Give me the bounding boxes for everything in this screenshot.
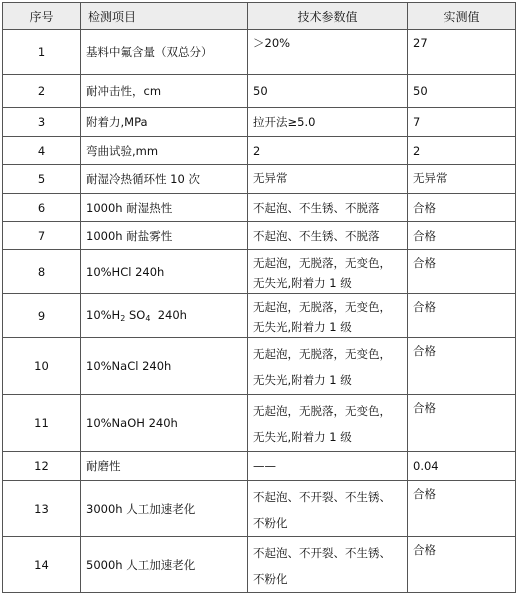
- table-row: [3, 222, 516, 250]
- row-item: 5000h 人工加速老化: [81, 537, 248, 593]
- row-spec: ——: [248, 452, 408, 481]
- table-row: [3, 30, 516, 75]
- row-item: 弯曲试验,mm: [81, 137, 248, 165]
- row-item: 10%NaOH 240h: [81, 395, 248, 452]
- table-row: [3, 75, 516, 108]
- row-spec: 无起泡，无脱落，无变色， 无失光,附着力 1 级: [248, 395, 408, 452]
- row-measured: 50: [408, 75, 516, 108]
- header-item: 检测项目: [81, 3, 248, 30]
- row-measured: 合格: [408, 395, 516, 452]
- row-measured: 合格: [408, 222, 516, 250]
- row-no: 9: [3, 294, 81, 338]
- row-item: 耐磨性: [81, 452, 248, 481]
- test-results-table: [2, 2, 516, 593]
- row-spec: 无起泡，无脱落，无变色， 无失光,附着力 1 级: [248, 338, 408, 395]
- row-measured: 合格: [408, 250, 516, 294]
- row-spec: 不起泡、不生锈、不脱落: [248, 222, 408, 250]
- row-item: 基料中氟含量（双总分）: [81, 30, 248, 75]
- row-measured: 0.04: [408, 452, 516, 481]
- row-measured: 合格: [408, 194, 516, 222]
- row-no: 5: [3, 165, 81, 194]
- row-no: 6: [3, 194, 81, 222]
- row-spec: ＞20%: [248, 30, 408, 75]
- table-row: [3, 137, 516, 165]
- row-spec: 不起泡、不开裂、不生锈、 不粉化: [248, 481, 408, 537]
- row-spec: 无异常: [248, 165, 408, 194]
- row-no: 2: [3, 75, 81, 108]
- row-no: 7: [3, 222, 81, 250]
- table-row: [3, 250, 516, 294]
- row-no: 10: [3, 338, 81, 395]
- row-no: 13: [3, 481, 81, 537]
- header-row: [3, 3, 516, 30]
- row-no: 14: [3, 537, 81, 593]
- table-row: [3, 537, 516, 593]
- table-row: [3, 452, 516, 481]
- row-spec: 2: [248, 137, 408, 165]
- row-spec: 不起泡、不生锈、不脱落: [248, 194, 408, 222]
- row-item: 耐冲击性，cm: [81, 75, 248, 108]
- table-row: [3, 165, 516, 194]
- row-measured: 2: [408, 137, 516, 165]
- row-item: 附着力,MPa: [81, 108, 248, 137]
- header-measured: 实测值: [408, 3, 516, 30]
- row-item: 1000h 耐盐雾性: [81, 222, 248, 250]
- row-spec: 50: [248, 75, 408, 108]
- row-no: 12: [3, 452, 81, 481]
- row-spec: 拉开法≥5.0: [248, 108, 408, 137]
- row-measured: 7: [408, 108, 516, 137]
- table-row: [3, 481, 516, 537]
- row-item: 3000h 人工加速老化: [81, 481, 248, 537]
- header-spec: 技术参数值: [248, 3, 408, 30]
- row-spec: 不起泡、不开裂、不生锈、 不粉化: [248, 537, 408, 593]
- header-no: 序号: [3, 3, 81, 30]
- row-measured: 合格: [408, 481, 516, 537]
- table-row: [3, 194, 516, 222]
- row-measured: 27: [408, 30, 516, 75]
- row-no: 1: [3, 30, 81, 75]
- row-item: 1000h 耐湿热性: [81, 194, 248, 222]
- row-item: $10\%H_2$ $SO_4$ 240h: [81, 294, 248, 338]
- row-item: 耐湿冷热循环性 10 次: [81, 165, 248, 194]
- row-spec: 无起泡，无脱落，无变色， 无失光,附着力 1 级: [248, 294, 408, 338]
- row-spec: 无起泡，无脱落，无变色， 无失光,附着力 1 级: [248, 250, 408, 294]
- row-no: 8: [3, 250, 81, 294]
- row-measured: 合格: [408, 537, 516, 593]
- row-item: 10%NaCl 240h: [81, 338, 248, 395]
- table-row: [3, 108, 516, 137]
- row-measured: 无异常: [408, 165, 516, 194]
- row-no: 3: [3, 108, 81, 137]
- row-no: 11: [3, 395, 81, 452]
- row-item: 10%HCl 240h: [81, 250, 248, 294]
- table-row: [3, 395, 516, 452]
- row-measured: 合格: [408, 294, 516, 338]
- table-row: [3, 294, 516, 338]
- table-row: [3, 338, 516, 395]
- row-measured: 合格: [408, 338, 516, 395]
- row-no: 4: [3, 137, 81, 165]
